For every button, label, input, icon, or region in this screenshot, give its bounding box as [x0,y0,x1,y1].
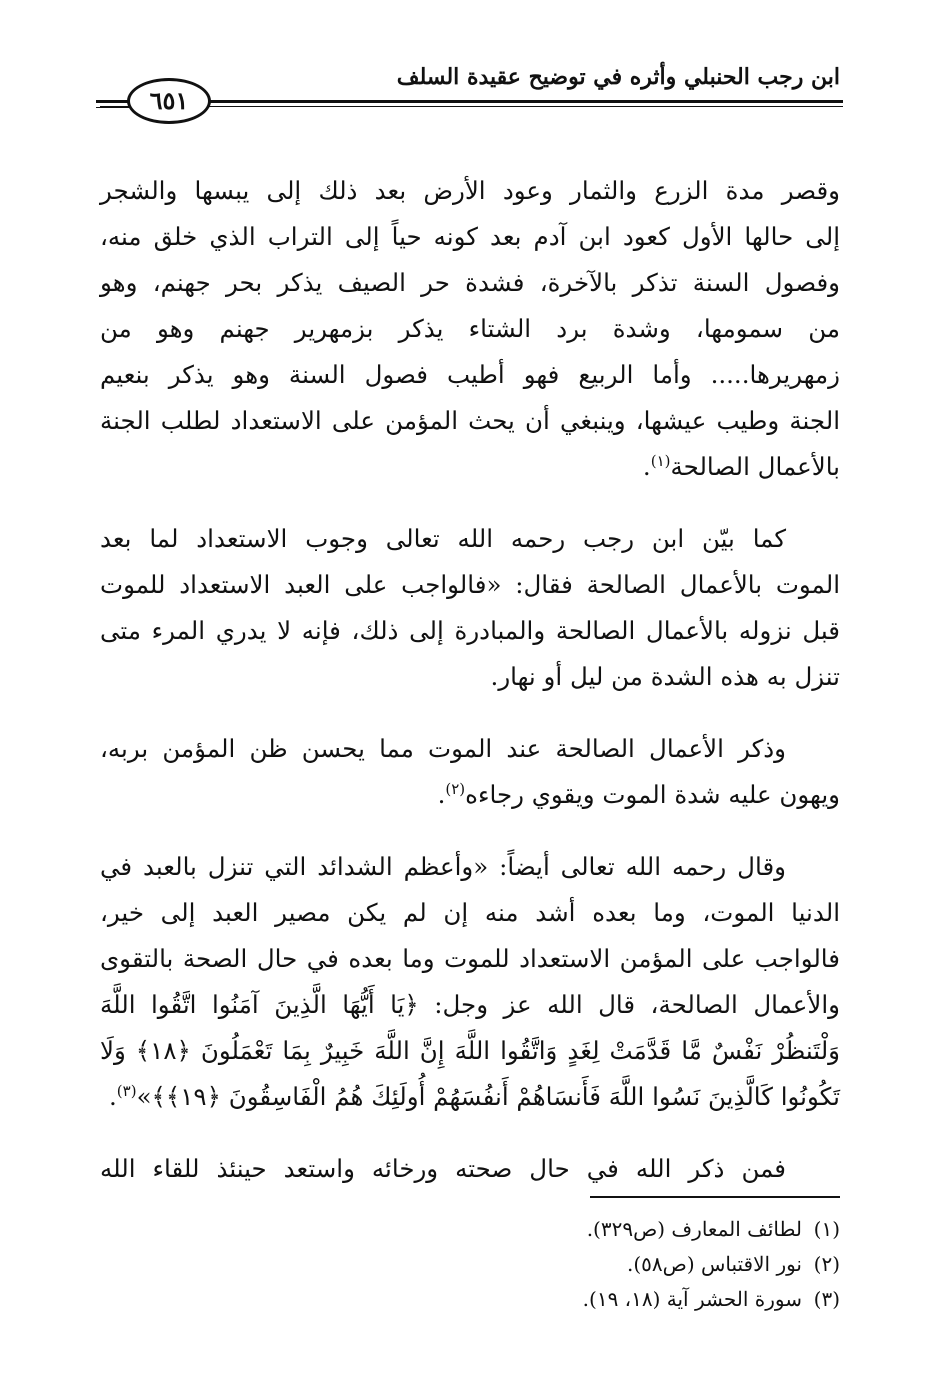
sentence-end: . [642,452,651,481]
paragraph [100,516,840,700]
page-number: ٦٥١ [127,78,211,124]
text-line: زمهريرها..... وأما الربيع فهو أطيب فصول السنة وهو يذكر بنعيم [100,360,840,389]
footnote-reference: (١) [650,451,671,470]
text-line: كما بيّن ابن رجب رحمه الله تعالى وجوب الاستعداد لما بعد [100,524,786,553]
paragraph [100,844,840,1120]
footnote-text: نور الاقتباس (ص٥٨). [626,1252,802,1276]
footnote-text: سورة الحشر آية (١٨، ١٩). [582,1287,802,1311]
text-line: وقال رحمه الله تعالى أيضاً: «وأعظم الشدائد التي تنزل بالعبد في [100,852,786,881]
text-line: فالواجب على المؤمن الاستعداد للموت وما بعده في حال الصحة بالتقوى [100,944,840,973]
text-line-last [100,772,840,818]
body-text [100,168,840,1218]
footnote-number: (٣) [813,1287,840,1311]
footnote-reference: (٢) [445,779,466,798]
text-line: والأعمال الصالحة، قال الله عز وجل: ﴿يَا أَيُّهَا الَّذِينَ آمَنُوا اتَّقُوا اللَّهَ [100,990,840,1019]
text-line: فمن ذكر الله في حال صحته ورخائه واستعد حينئذ للقاء الله [100,1154,786,1183]
paragraph [100,726,840,818]
header-rule-left [96,100,130,108]
quran-line-last [100,1074,840,1120]
text-line-last [100,444,840,490]
paragraph [100,1146,840,1192]
running-header-title: ابن رجب الحنبلي وأثره في توضيح عقيدة السلف [396,64,840,90]
text-line: الدنيا الموت، وما بعده أشد منه إن لم يكن مصير العبد إلى خير، [100,898,840,927]
footnote [200,1247,840,1282]
text-line: وذكر الأعمال الصالحة عند الموت مما يحسن ظن المؤمن بربه، [100,734,786,763]
text-segment: ويهون عليه شدة الموت ويقوي رجاءه [465,780,840,809]
text-line-last: تنزل به هذه الشدة من ليل أو نهار. [490,662,840,691]
footnote-number: (٢) [813,1252,840,1276]
text-line: من سمومها، وشدة برد الشتاء يذكر بزمهرير جهنم وهو من [100,314,840,343]
footnote [200,1282,840,1317]
footnote [200,1212,840,1247]
sentence-end: . [108,1082,117,1111]
text-line: إلى حالها الأول كعود ابن آدم بعد كونه حياً إلى التراب الذي خلق منه، [100,222,840,251]
text-line: قبل نزوله بالأعمال الصالحة والمبادرة إلى ذلك، فإنه لا يدري المرء متى [100,616,840,645]
text-segment: بالأعمال الصالحة [670,452,840,481]
footnotes [200,1212,840,1317]
text-line: الموت بالأعمال الصالحة فقال: «فالواجب على العبد الاستعداد للموت [100,570,840,599]
footnote-number: (١) [813,1217,840,1241]
footnote-reference: (٣) [116,1081,137,1100]
text-line: وقصر مدة الزرع والثمار وعود الأرض بعد ذلك إلى يبسها والشجر [100,176,840,205]
paragraph [100,168,840,490]
footnote-separator [590,1196,840,1198]
text-line: الجنة وطيب عيشها، وينبغي أن يحث المؤمن على الاستعداد لطلب الجنة [100,406,840,435]
sentence-end: . [437,780,446,809]
header-rule [100,100,843,107]
text-segment: تَكُونُوا كَالَّذِينَ نَسُوا اللَّهَ فَأَنسَاهُمْ أَنفُسَهُمْ أُولَئِكَ هُمُ الْفَاسِقُونَ ﴿١٩﴾﴾» [136,1082,840,1111]
footnote-text: لطائف المعارف (ص٣٢٩). [586,1217,802,1241]
text-line: وفصول السنة تذكر بالآخرة، فشدة حر الصيف يذكر بحر جهنم، وهو [100,268,840,297]
quran-line: وَلْتَنظُرْ نَفْسٌ مَّا قَدَّمَتْ لِغَدٍ وَاتَّقُوا اللَّهَ إِنَّ اللَّهَ خَبِيرٌ بِمَا تَعْمَلُونَ ﴿١٨﴾ وَلَا [100,1036,840,1065]
